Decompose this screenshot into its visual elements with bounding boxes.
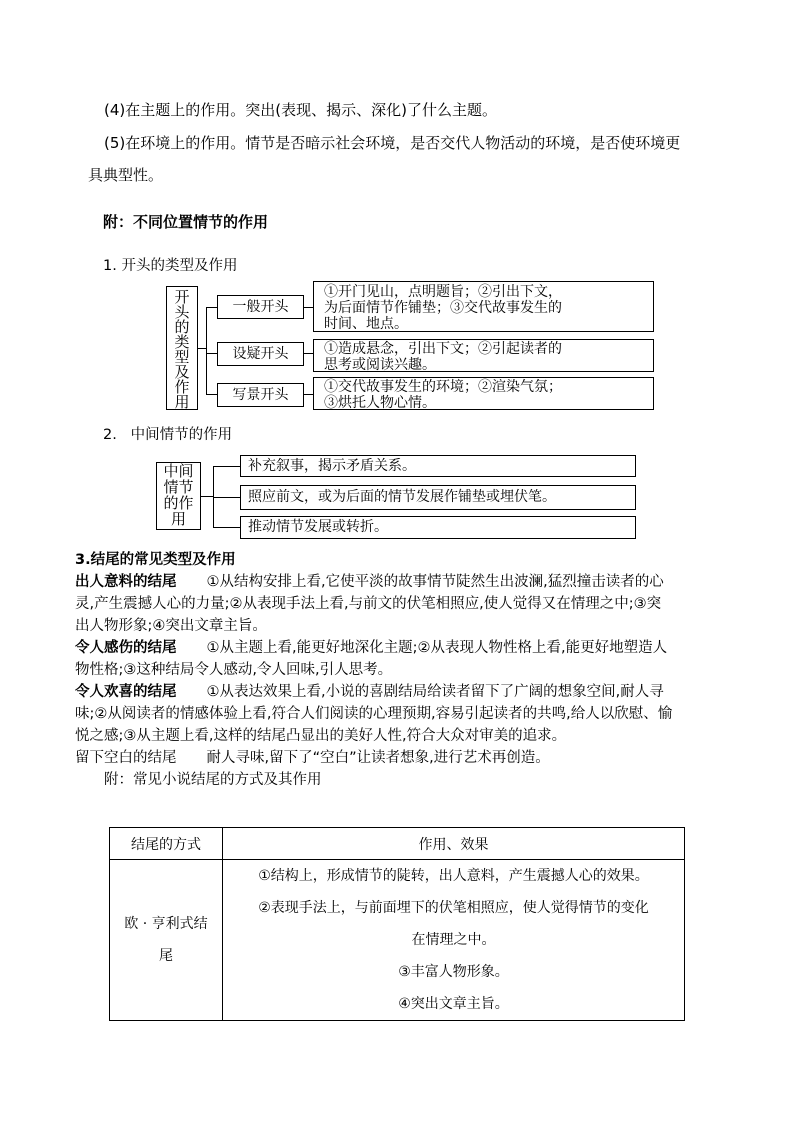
ending-line: 物性格;③这种结局令人感动,令人回味,引人思考。: [75, 662, 393, 678]
table-header-row: [110, 828, 685, 860]
ending-entry-happy: 令人欢喜的结尾 ①从表达效果上看,小说的喜剧结局给读者留下了广阔的想象空间,耐人寻: [75, 684, 664, 700]
ending-entry-sad: 令人感伤的结尾 ①从主题上看,能更好地深化主题;②从表现人物性格上看,能更好地塑造人: [75, 640, 668, 656]
ending-label: 留下空白的结尾: [75, 750, 177, 766]
ending-line: 味;②从阅读者的情感体验上看,符合人们阅读的心理预期,容易引起读者的共鸣,给人以欣慰、愉: [75, 706, 673, 722]
table-header-effect: 作用、效果: [223, 828, 685, 860]
opening-suspense-desc: ①造成悬念，引出下文；②引起读者的 思考或阅读兴趣。: [313, 339, 654, 372]
ending-line: 出人物形象;④突出文章主旨。: [75, 618, 267, 634]
opening-type-suspense: 设疑开头: [217, 342, 304, 366]
middle-connector: [213, 466, 241, 467]
ending-entry-surprise: 出人意料的结尾 ①从结构安排上看,它使平淡的故事情节陡然生出波澜,猛烈撞击读者的心: [75, 574, 664, 590]
middle-connector: [213, 497, 241, 498]
ending-line: 灵,产生震撼人心的力量;②从表现手法上看,与前文的伏笔相照应,使人觉得又在情理之中;③突: [75, 596, 662, 612]
ending-entry-blank: 留下空白的结尾 耐人寻味,留下了“空白”让读者想象,进行艺术再创造。: [75, 750, 550, 766]
middle-connector: [213, 527, 241, 528]
section2-title: 2. 中间情节的作用: [103, 427, 233, 443]
middle-root-label: 中间 情节 的作 用: [163, 462, 194, 528]
opening-root-label: 开 头 的 类 型 及 作 用: [174, 288, 190, 411]
appendix2-title: 附：常见小说结尾的方式及其作用: [104, 772, 322, 788]
middle-item-advance: 推动情节发展或转折。: [240, 516, 636, 539]
middle-item-echo: 照应前文，或为后面的情节发展作铺垫或埋伏笔。: [240, 485, 636, 510]
endings-table: [109, 827, 685, 1021]
section1-title: 1. 开头的类型及作用: [103, 258, 238, 274]
table-row: [110, 860, 685, 1021]
ending-label: 令人感伤的结尾: [75, 640, 177, 656]
opening-scenery-desc: ①交代故事发生的环境；②渲染气氛； ③烘托人物心情。: [313, 377, 654, 410]
item-4-text: (4)在主题上的作用。突出(表现、揭示、深化)了什么主题。: [104, 101, 497, 119]
appendix-title: 附：不同位置情节的作用: [103, 213, 269, 231]
opening-type-general: 一般开头: [217, 295, 304, 319]
opening-type-scenery: 写景开头: [217, 383, 304, 407]
opening-root-box: [166, 286, 198, 410]
ending-line: 悦之感;③从主题上看,这样的结尾凸显出的美好人性,符合大众对审美的追求。: [75, 728, 567, 744]
opening-connector: [206, 307, 207, 395]
item-5-text-line2: 具典型性。: [88, 166, 164, 184]
item-5-text-line1: (5)在环境上的作用。情节是否暗示社会环境，是否交代人物活动的环境，是否使环境更: [104, 134, 681, 152]
opening-general-desc: ①开门见山，点明题旨；②引出下文， 为后面情节作铺垫；③交代故事发生的 时间、地点。: [313, 281, 654, 332]
table-cell-method: 欧 · 亨利式结 尾: [110, 860, 223, 1021]
section3-title: 3.结尾的常见类型及作用: [75, 552, 236, 568]
middle-item-supplement: 补充叙事，揭示矛盾关系。: [240, 455, 636, 477]
table-header-method: 结尾的方式: [110, 828, 223, 860]
middle-root-box: [156, 462, 201, 530]
ending-label: 令人欢喜的结尾: [75, 684, 177, 700]
table-cell-effects: ①结构上，形成情节的陡转，出人意料，产生震撼人心的效果。 ②表现手法上，与前面埋下的伏笔相照应，使人觉得情节的变化 在情理之中。 ③丰富人物形象。 ④突出文章主旨。: [223, 860, 685, 1021]
ending-label: 出人意料的结尾: [75, 574, 177, 590]
